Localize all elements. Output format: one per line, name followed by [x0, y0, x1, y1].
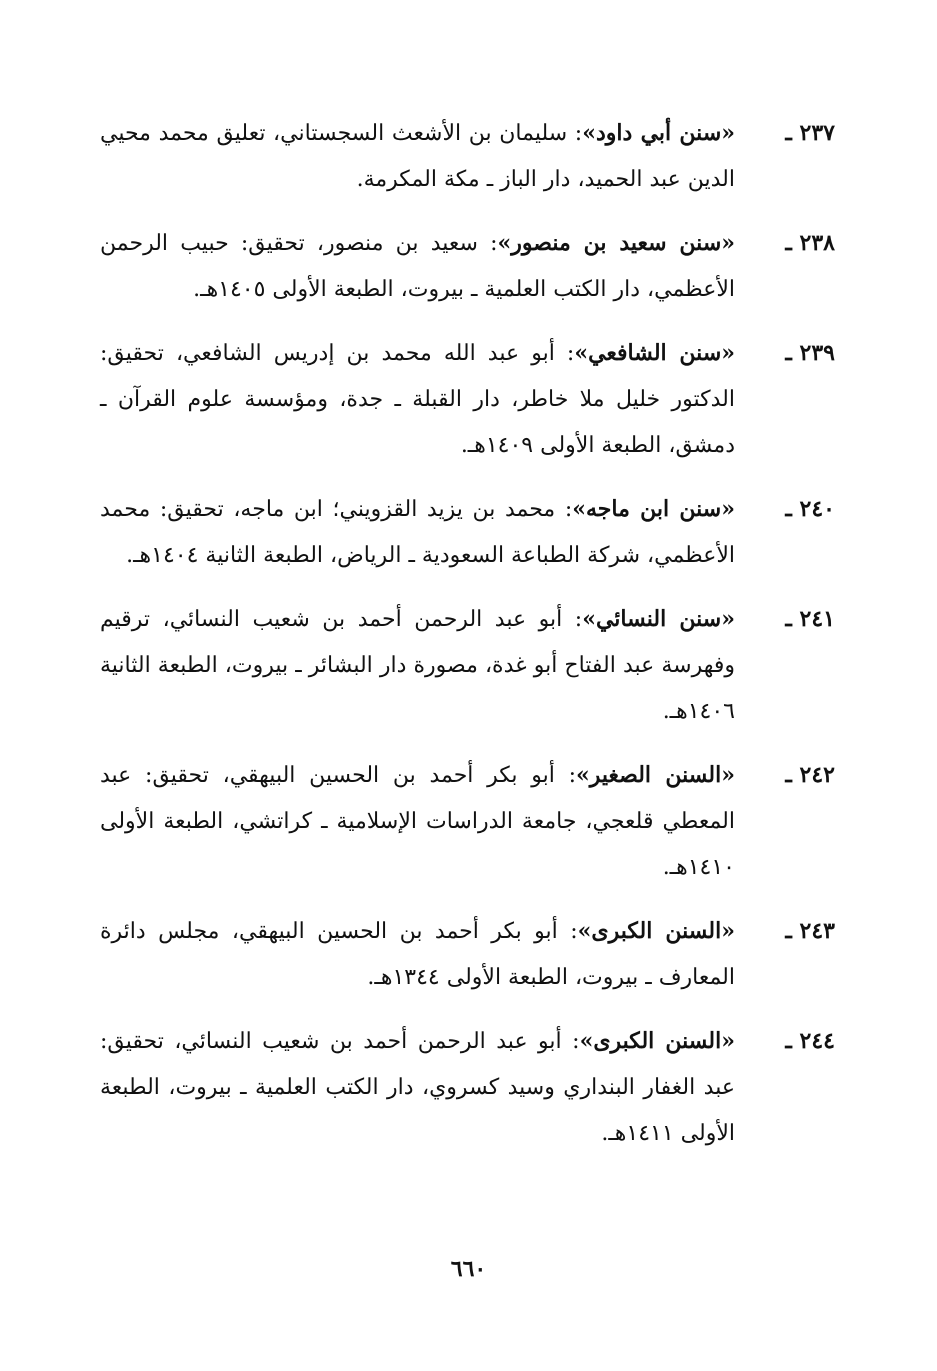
entry-text: : أبو عبد الرحمن أحمد بن شعيب النسائي، تحقيق: عبد الغفار البنداري وسيد كسروي، دار الكتب العلمية ـ بيروت، الطبعة الأولى ١٤١١هـ. — [100, 1029, 735, 1146]
entry-title: «سنن أبي داود» — [582, 120, 735, 146]
entry-number: ٢٣٩ — [799, 340, 835, 366]
entry-number: ٢٤٣ — [799, 918, 835, 944]
bibliography-list — [100, 110, 835, 1174]
entry-title: «سنن ابن ماجه» — [572, 496, 735, 522]
entry-title: «سنن النسائي» — [582, 606, 735, 632]
entry-title: «السنن الصغير» — [576, 762, 735, 788]
entry-number: ٢٣٧ — [799, 120, 835, 146]
entry-title: «سنن سعيد بن منصور» — [497, 230, 735, 256]
entry-text: : محمد بن يزيد القزويني؛ ابن ماجه، تحقيق: محمد الأعظمي، شركة الطباعة السعودية ـ الرياض، الطبعة الثانية ١٤٠٤هـ. — [100, 497, 735, 568]
entry-title: «السنن الكبرى» — [577, 918, 736, 944]
entry-text: : سعيد بن منصور، تحقيق: حبيب الرحمن الأعظمي، دار الكتب العلمية ـ بيروت، الطبعة الأولى ١٤٠٥هـ. — [100, 231, 735, 302]
entry-title: «سنن الشافعي» — [574, 340, 735, 366]
entry-number: ٢٣٨ — [799, 230, 835, 256]
entry-dash: ـ — [785, 120, 792, 146]
entry-dash: ـ — [785, 762, 792, 788]
entry-title: «السنن الكبرى» — [579, 1028, 736, 1054]
bibliography-entry-240 — [100, 486, 835, 579]
entry-text: : أبو بكر أحمد بن الحسين البيهقي، تحقيق: عبد المعطي قلعجي، جامعة الدراسات الإسلامية ـ كراتشي، الطبعة الأولى ١٤١٠هـ. — [100, 763, 735, 880]
entry-dash: ـ — [785, 606, 792, 632]
entry-text: : أبو عبد الرحمن أحمد بن شعيب النسائي، ترقيم وفهرسة عبد الفتاح أبو غدة، مصورة دار البشائر ـ بيروت، الطبعة الثانية ١٤٠٦هـ. — [100, 607, 735, 724]
entry-dash: ـ — [785, 918, 792, 944]
bibliography-entry-237 — [100, 110, 835, 203]
entry-dash: ـ — [785, 496, 792, 522]
entry-text: : أبو بكر أحمد بن الحسين البيهقي، مجلس دائرة المعارف ـ بيروت، الطبعة الأولى ١٣٤٤هـ. — [100, 919, 735, 990]
entry-text: : أبو عبد الله محمد بن إدريس الشافعي، تحقيق: الدكتور خليل ملا خاطر، دار القبلة ـ جدة، ومؤسسة علوم القرآن ـ دمشق، الطبعة الأولى ١٤٠٩هـ. — [100, 341, 735, 458]
entry-number: ٢٤٢ — [799, 762, 835, 788]
bibliography-entry-241 — [100, 596, 835, 735]
entry-number: ٢٤١ — [799, 606, 835, 632]
entry-dash: ـ — [785, 230, 792, 256]
bibliography-entry-238 — [100, 220, 835, 313]
entry-dash: ـ — [785, 340, 792, 366]
bibliography-entry-239 — [100, 330, 835, 469]
entry-number: ٢٤٤ — [799, 1028, 835, 1054]
bibliography-entry-243 — [100, 908, 835, 1001]
bibliography-entry-244 — [100, 1018, 835, 1157]
page-number: ٦٦٠ — [450, 1256, 487, 1282]
entry-number: ٢٤٠ — [799, 496, 835, 522]
bibliography-entry-242 — [100, 752, 835, 891]
entry-text: : سليمان بن الأشعث السجستاني، تعليق محمد محيي الدين عبد الحميد، دار الباز ـ مكة المكرمة. — [100, 121, 735, 192]
entry-dash: ـ — [785, 1028, 792, 1054]
